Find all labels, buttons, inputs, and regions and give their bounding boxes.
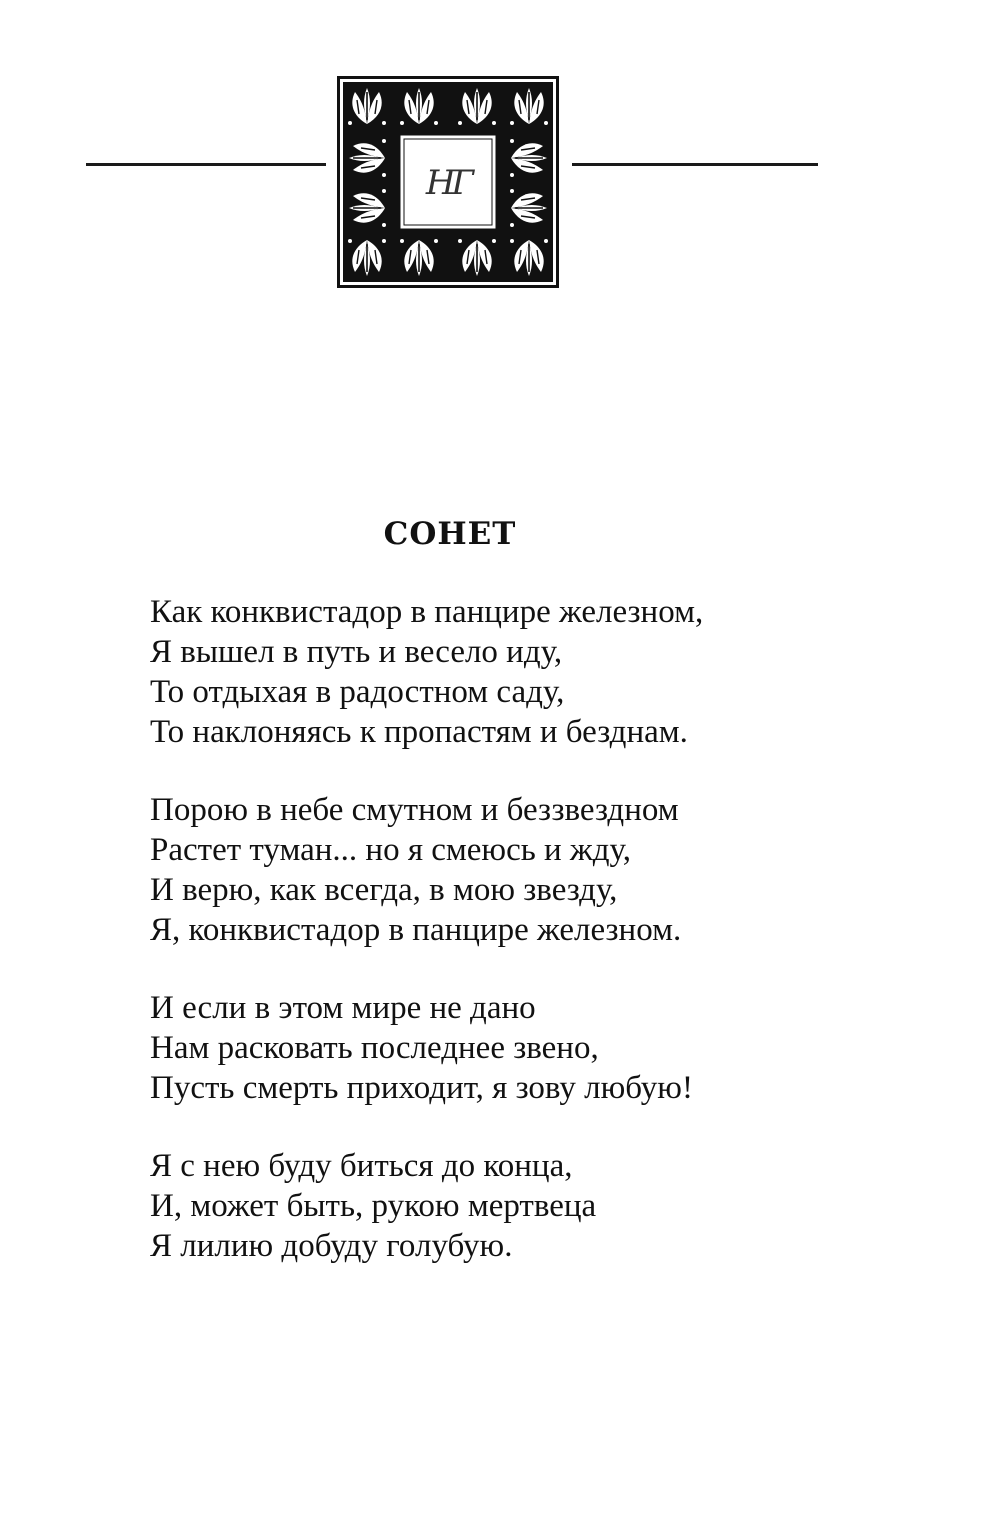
stanza-1 xyxy=(150,592,930,752)
poem-line: Растет туман... но я смеюсь и жду, xyxy=(150,832,631,868)
poem-title: СОНЕТ xyxy=(383,516,517,552)
poem-line: И, может быть, рукою мертвеца xyxy=(150,1188,597,1224)
stanza-4 xyxy=(150,1146,930,1266)
monogram-ornament-icon xyxy=(337,76,559,288)
divider-right xyxy=(572,163,818,166)
divider-left xyxy=(86,163,326,166)
poem-line: То отдыхая в радостном саду, xyxy=(150,674,565,710)
poem-line: Я вышел в путь и весело иду, xyxy=(150,634,563,670)
monogram-text: НГ xyxy=(425,163,471,203)
poem-line: И верю, как всегда, в мою звезду, xyxy=(150,872,618,908)
poem-line: Порою в небе смутном и беззвездном xyxy=(150,792,679,828)
poem-line: И если в этом мире не дано xyxy=(150,990,536,1026)
poem-line: Пусть смерть приходит, я зову любую! xyxy=(150,1070,693,1106)
poem-line: Нам расковать последнее звено, xyxy=(150,1030,599,1066)
poem-line: То наклоняясь к пропастям и безднам. xyxy=(150,714,688,750)
stanza-3 xyxy=(150,988,930,1108)
poem-line: Я лилию добуду голубую. xyxy=(150,1228,513,1264)
poem-line: Как конквистадор в панцире железном, xyxy=(150,594,704,630)
poem-line: Я с нею буду биться до конца, xyxy=(150,1148,573,1184)
stanza-2 xyxy=(150,790,930,950)
poem-line: Я, конквистадор в панцире железном. xyxy=(150,912,682,948)
poem-body xyxy=(150,592,930,1304)
